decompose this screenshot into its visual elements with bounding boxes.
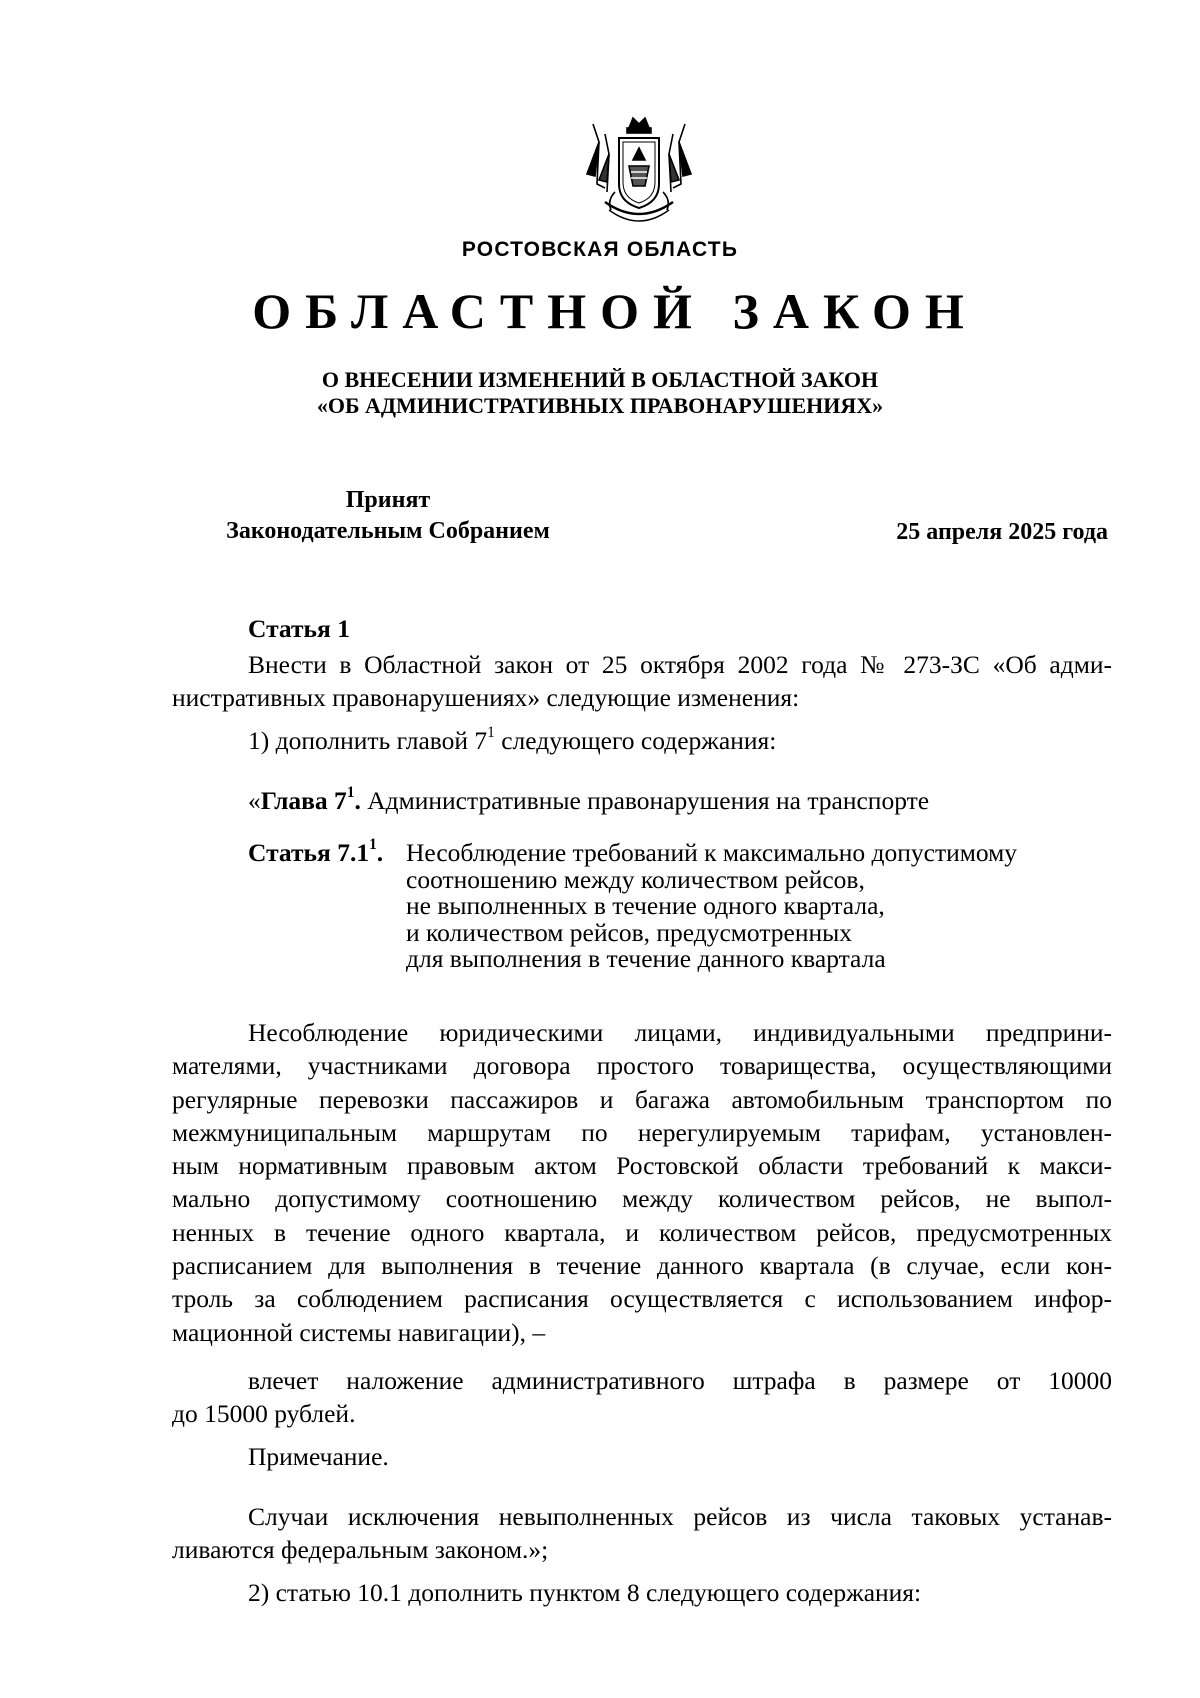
chapter-label: Глава 7 bbox=[260, 786, 347, 815]
article-7-1-body bbox=[172, 1016, 1112, 1349]
coat-of-arms-emblem bbox=[585, 114, 693, 234]
penalty-paragraph bbox=[172, 1364, 1112, 1431]
adopted-label: Принят bbox=[345, 487, 431, 513]
superscript: 1 bbox=[346, 784, 355, 802]
text-line: регулярные перевозки пассажиров и багажа автомобильным транспортом по bbox=[172, 1084, 1112, 1114]
title-line: для выполнения в течение данного квартала bbox=[406, 944, 886, 973]
item-1-text: 1) дополнить главой 7 bbox=[248, 726, 488, 755]
article-label-dot: . bbox=[376, 838, 384, 867]
article-7-1-label bbox=[248, 836, 384, 867]
law-type-title: ОБЛАСТНОЙ ЗАКОН bbox=[252, 283, 978, 339]
region-name: РОСТОВСКАЯ ОБЛАСТЬ bbox=[461, 238, 739, 261]
text-line: мационной системы навигации), – bbox=[172, 1317, 546, 1347]
text-line: Внести в Областной закон от 25 октября 2002 года № 273-ЗС «Об адми- bbox=[248, 650, 1112, 679]
title-line: и количеством рейсов, предусмотренных bbox=[406, 917, 853, 947]
title-line: не выполненных в течение одного квартала, bbox=[406, 891, 885, 920]
note-paragraph bbox=[172, 1500, 1112, 1567]
chapter-title: Административные правонарушения на транспорте bbox=[360, 786, 930, 815]
text-line: влечет наложение административного штрафа в размере от 10000 bbox=[248, 1366, 1112, 1395]
text-line: Несоблюдение юридическими лицами, индивидуальными предприни- bbox=[248, 1018, 1112, 1047]
chapter-dot: . bbox=[354, 786, 361, 815]
superscript: 1 bbox=[487, 724, 495, 742]
text-line: расписанием для выполнения в течение данного квартала (в случае, если кон- bbox=[172, 1251, 1112, 1281]
text-line: нистративных правонарушениях» следующие изменения: bbox=[172, 683, 800, 713]
adoption-date: 25 апреля 2025 года bbox=[896, 519, 1108, 545]
text-line: мателями, участниками договора простого товарищества, осуществляющими bbox=[172, 1051, 1112, 1081]
text-line: Случаи исключения невыполненных рейсов из числа таковых устанав- bbox=[248, 1502, 1112, 1531]
adopted-by: Законодательным Собранием bbox=[226, 518, 550, 544]
text-line: межмуниципальным маршрутам по нерегулируемым тарифам, установлен- bbox=[172, 1117, 1112, 1147]
article-label-text: Статья 7.1 bbox=[248, 838, 370, 867]
text-line: троль за соблюдением расписания осуществляется с использованием инфор- bbox=[172, 1284, 1112, 1314]
subtitle-line: О ВНЕСЕНИИ ИЗМЕНЕНИЙ В ОБЛАСТНОЙ ЗАКОН bbox=[321, 367, 879, 392]
law-subtitle bbox=[0, 367, 1200, 419]
quote-open: « bbox=[248, 786, 261, 815]
text-line: мально допустимому соотношению между количеством рейсов, не выпол- bbox=[172, 1184, 1112, 1214]
text-line: ливаются федеральным законом.»; bbox=[172, 1535, 549, 1565]
title-line: соотношению между количеством рейсов, bbox=[406, 864, 865, 894]
article-1-title: Статья 1 bbox=[248, 614, 350, 643]
superscript: 1 bbox=[369, 836, 377, 854]
amendment-item-2: 2) статью 10.1 дополнить пунктом 8 следующего содержания: bbox=[248, 1578, 922, 1607]
chapter-heading bbox=[248, 784, 929, 818]
text-line: до 15000 рублей. bbox=[172, 1399, 356, 1429]
article-7-1-title bbox=[406, 840, 1017, 973]
title-line: Несоблюдение требований к максимально допустимому bbox=[406, 838, 1018, 867]
note-label: Примечание. bbox=[248, 1442, 389, 1471]
text-line: ным нормативным правовым актом Ростовской области требований к макси- bbox=[172, 1151, 1112, 1181]
subtitle-line: «ОБ АДМИНИСТРАТИВНЫХ ПРАВОНАРУШЕНИЯХ» bbox=[316, 393, 884, 418]
adoption-block bbox=[178, 485, 598, 547]
article-1-intro bbox=[172, 648, 1112, 715]
amendment-item-1 bbox=[248, 724, 776, 758]
text-line: ненных в течение одного квартала, и количеством рейсов, предусмотренных bbox=[172, 1217, 1112, 1247]
item-1-text-end: следующего содержания: bbox=[494, 726, 777, 755]
